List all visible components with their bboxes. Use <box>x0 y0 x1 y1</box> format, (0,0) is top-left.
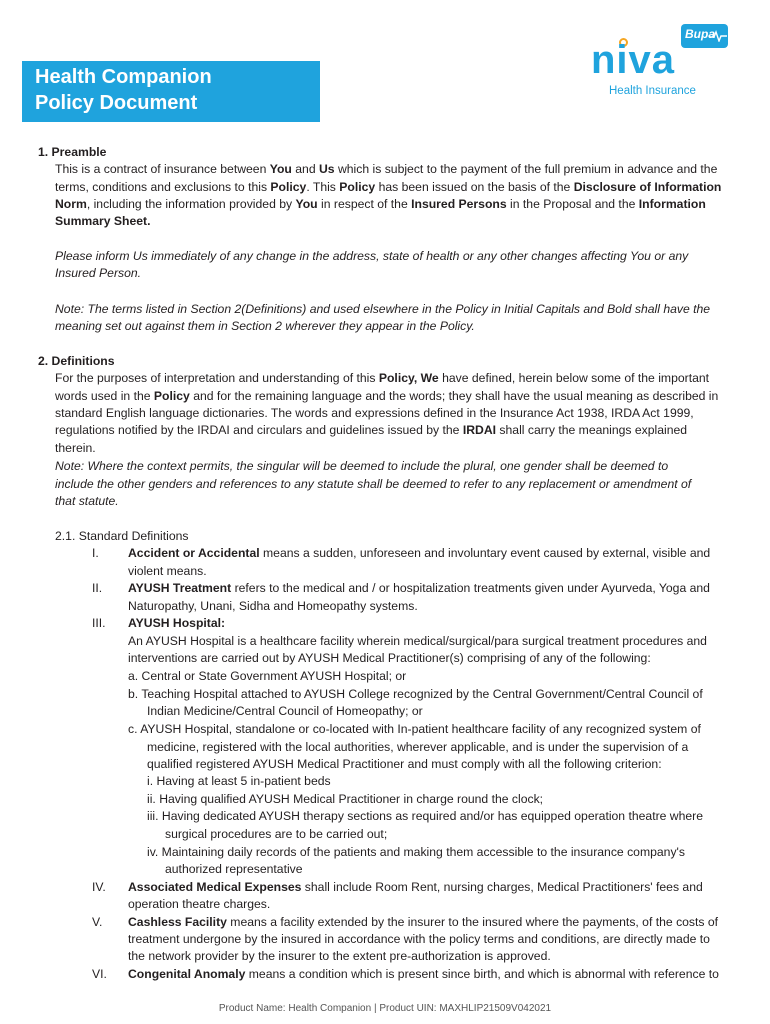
text-run: violent means. <box>128 564 207 578</box>
text-run: and <box>291 162 319 176</box>
bold-term: Policy <box>153 389 190 403</box>
text-run: VI. <box>92 967 107 981</box>
text-line <box>55 318 475 335</box>
text-line <box>147 808 703 825</box>
text-line <box>92 879 106 896</box>
text-line <box>55 476 691 493</box>
text-run: that statute. <box>55 494 119 508</box>
text-run: meaning set out against them in Section 2 wherever they appear in the Policy. <box>55 319 475 333</box>
text-run: a. Central or State Government AYUSH Hospital; or <box>128 669 407 683</box>
text-run: iv. Maintaining daily records of the patients and making them accessible to the insurance company's <box>147 845 685 859</box>
text-line <box>55 493 119 510</box>
text-line <box>55 422 687 439</box>
text-run: Insured Person. <box>55 266 142 280</box>
text-line <box>55 248 688 265</box>
text-run: therein. <box>55 441 96 455</box>
bupa-badge <box>681 24 728 48</box>
text-run: qualified registered AYUSH Medical Practitioner and must comply with all the following criterion: <box>147 757 662 771</box>
text-run: shall include Room Rent, nursing charges, Medical Practitioners' fees and <box>301 880 703 894</box>
text-line <box>55 388 718 405</box>
text-line <box>147 703 423 720</box>
bold-term: 2. Definitions <box>38 354 115 368</box>
text-run: 2.1. Standard Definitions <box>55 529 189 543</box>
text-line <box>38 353 115 370</box>
text-run: interventions are carried out by AYUSH Medical Practitioner(s) comprising of any of the following: <box>128 651 651 665</box>
text-run: words used in the <box>55 389 154 403</box>
text-line <box>92 914 102 931</box>
text-run: include the other genders and references to any statute shall be deemed to refer to any replacement or amendment of <box>55 477 692 491</box>
niva-bupa-logo <box>588 24 740 100</box>
niva-wordmark: niva <box>591 38 676 82</box>
text-run: Indian Medicine/Central Council of Homeopathy; or <box>147 704 423 718</box>
text-line <box>38 144 106 161</box>
bold-term: Accident or Accidental <box>128 546 260 560</box>
text-run: surgical procedures are to be carried out; <box>165 827 388 841</box>
document-title-line2: Policy Document <box>35 92 198 114</box>
bold-term: 1. Preamble <box>38 145 107 159</box>
text-run: standard English language dictionaries. The words and expressions defined in the Insurance Act 1938, IRDA Act 1999, <box>55 406 694 420</box>
text-run: V. <box>92 915 103 929</box>
text-line <box>55 301 710 318</box>
text-line <box>55 440 96 457</box>
bold-term: Policy <box>339 180 376 194</box>
text-run: iii. Having dedicated AYUSH therapy sections as required and/or has equipped operation theatre where <box>147 809 703 823</box>
text-line <box>128 545 710 562</box>
text-run: ii. Having qualified AYUSH Medical Practitioner in charge round the clock; <box>147 792 544 806</box>
text-run: Naturopathy, Unani, Sidha and Homeopathy systems. <box>128 599 418 613</box>
bold-term: Associated Medical Expenses <box>128 880 302 894</box>
bold-term: Norm <box>55 197 87 211</box>
text-run: i. Having at least 5 in-patient beds <box>147 774 331 788</box>
text-line <box>128 563 207 580</box>
text-run: regulations notified by the IRDAI and circulars and guidelines issued by the <box>55 423 463 437</box>
text-line <box>92 966 107 983</box>
bold-term: IRDAI <box>462 423 497 437</box>
text-run: treatment undergone by the insured in accordance with the policy terms and conditions, are directly made to <box>128 932 710 946</box>
text-run: III. <box>92 616 106 630</box>
text-line <box>147 739 688 756</box>
document-title-line1: Health Companion <box>35 66 212 88</box>
text-run: IV. <box>92 880 106 894</box>
text-run: the network provider by the insurer to the extent pre-authorization is approved. <box>128 949 551 963</box>
text-line <box>165 826 387 843</box>
text-line <box>55 213 151 230</box>
text-run: . This <box>306 180 340 194</box>
bold-term: Summary Sheet. <box>55 214 151 228</box>
text-run: authorized representative <box>165 862 303 876</box>
text-line <box>55 405 694 422</box>
text-run: in the Proposal and the <box>506 197 639 211</box>
text-run: which is subject to the payment of the full premium in advance and the <box>334 162 718 176</box>
text-run: Note: Where the context permits, the singular will be deemed to include the plural, one gender shall be deemed to <box>55 459 669 473</box>
text-line <box>128 931 710 948</box>
text-run: This is a contract of insurance between <box>55 162 270 176</box>
text-line <box>128 896 270 913</box>
bold-term: Disclosure of Information <box>573 180 722 194</box>
bold-term: You <box>295 197 318 211</box>
text-line <box>128 914 718 931</box>
text-line <box>55 161 717 178</box>
text-run: II. <box>92 581 103 595</box>
text-line <box>128 580 710 597</box>
text-line <box>147 756 662 773</box>
logo-subtitle: Health Insurance <box>609 85 696 97</box>
text-line <box>128 633 707 650</box>
text-line <box>92 615 106 632</box>
bold-term: AYUSH Treatment <box>128 581 232 595</box>
text-line <box>128 948 551 965</box>
bold-term: Policy <box>270 180 307 194</box>
heartbeat-icon <box>709 30 727 42</box>
text-line <box>147 844 685 861</box>
text-line <box>128 615 225 632</box>
bupa-badge-text: Bupa <box>685 27 715 41</box>
text-run: have defined, herein below some of the important <box>438 371 710 385</box>
page-footer: Product Name: Health Companion | Product UIN: MAXHLIP21509V042021 <box>218 1003 552 1014</box>
text-line <box>165 861 303 878</box>
text-line <box>147 791 543 808</box>
bold-term: You <box>269 162 292 176</box>
bold-term: Us <box>318 162 335 176</box>
text-line <box>92 545 99 562</box>
text-line <box>55 265 141 282</box>
text-line <box>55 196 706 213</box>
text-run: means a facility extended by the insurer to the insured where the payments, of the costs of <box>226 915 719 929</box>
bold-term: Information <box>638 197 706 211</box>
text-run: means a sudden, unforeseen and involuntary event caused by external, visible and <box>259 546 711 560</box>
text-line <box>55 370 709 387</box>
text-line <box>128 879 703 896</box>
text-run: medicine, registered with the local authorities, wherever applicable, and is under the supervision of a <box>147 740 689 754</box>
text-run: refers to the medical and / or hospitalization treatments given under Ayurveda, Yoga and <box>231 581 710 595</box>
text-run: I. <box>92 546 99 560</box>
text-run: terms, conditions and exclusions to this <box>55 180 271 194</box>
text-run: in respect of the <box>317 197 412 211</box>
text-line <box>128 598 418 615</box>
text-line <box>147 773 331 790</box>
text-line <box>55 528 188 545</box>
text-run: means a condition which is present since birth, and which is abnormal with reference to <box>245 967 719 981</box>
bold-term: AYUSH Hospital: <box>128 616 226 630</box>
text-run: An AYUSH Hospital is a healthcare facility wherein medical/surgical/para surgical treatment procedures and <box>128 634 707 648</box>
text-line <box>128 686 703 703</box>
text-line <box>128 650 651 667</box>
bold-term: Congenital Anomaly <box>128 967 246 981</box>
text-run: shall carry the meanings explained <box>496 423 688 437</box>
bold-term: Insured Persons <box>411 197 507 211</box>
bold-term: Cashless Facility <box>128 915 227 929</box>
text-run: Note: The terms listed in Section 2(Definitions) and used elsewhere in the Policy in Initial Capitals and Bold shall have the <box>55 302 711 316</box>
bold-term: Policy, We <box>378 371 439 385</box>
text-run: and for the remaining language and the words; they shall have the usual meaning as described in <box>189 389 719 403</box>
document-title-banner <box>22 61 320 122</box>
text-run: Please inform Us immediately of any change in the address, state of health or any other changes affecting You or any <box>55 249 689 263</box>
text-line <box>55 179 721 196</box>
text-line <box>92 580 102 597</box>
text-run: For the purposes of interpretation and understanding of this <box>55 371 379 385</box>
text-run: b. Teaching Hospital attached to AYUSH College recognized by the Central Government/Central Council of <box>128 687 703 701</box>
text-line <box>128 668 406 685</box>
text-line <box>55 458 668 475</box>
text-run: operation theatre charges. <box>128 897 271 911</box>
text-line <box>128 966 719 983</box>
text-run: has been issued on the basis of the <box>375 180 574 194</box>
text-line <box>128 721 701 738</box>
text-run: , including the information provided by <box>86 197 296 211</box>
text-run: c. AYUSH Hospital, standalone or co-located with In-patient healthcare facility of any recognized system of <box>128 722 701 736</box>
